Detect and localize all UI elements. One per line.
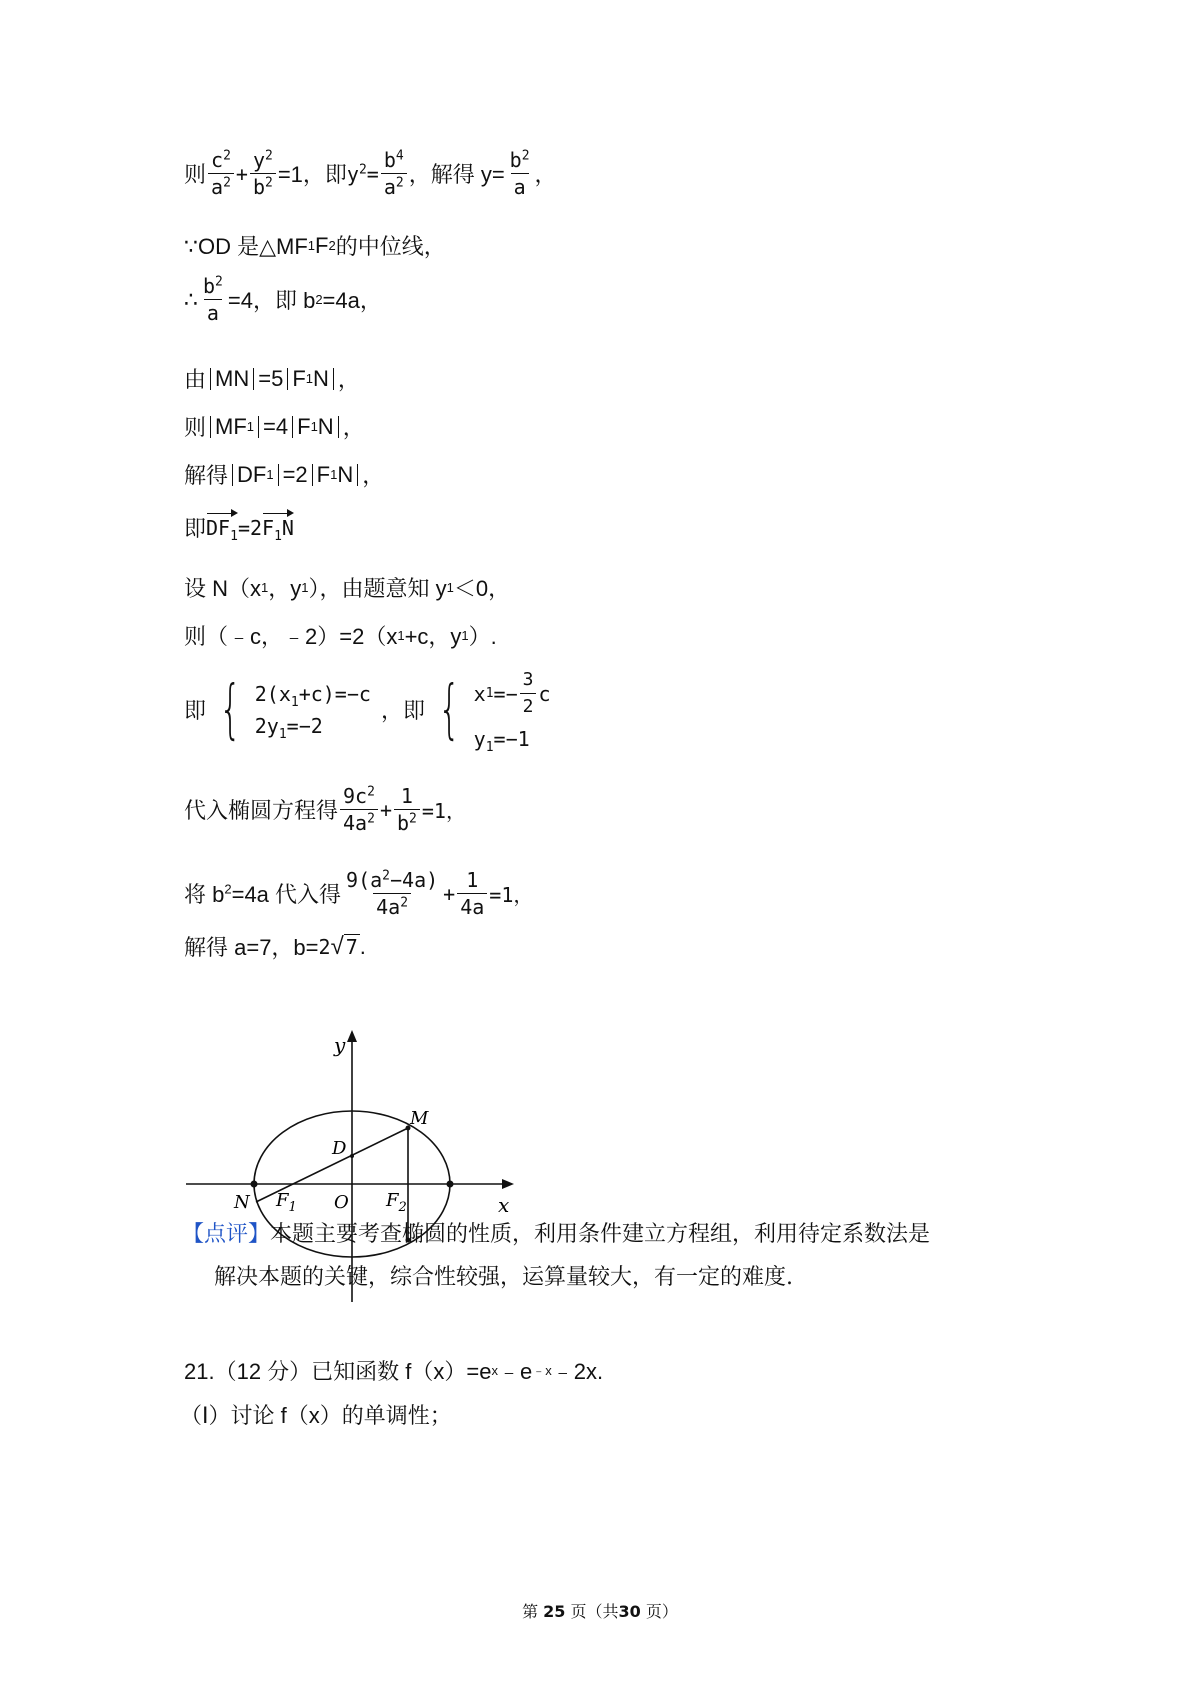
left-brace-icon: { — [219, 672, 242, 747]
point-m-label: M — [410, 1108, 429, 1129]
equation-line-9: 则（﹣c，﹣2）=2（x 1 +c，y 1 ）. — [184, 624, 497, 649]
review-comment: 【点评】本题主要考查椭圆的性质，利用条件建立方程组，利用待定系数法是 解决本题的关键，综合性较强，运算量较大，有一定的难度. — [182, 1222, 931, 1290]
origin-label: O — [334, 1192, 349, 1213]
equation-line-6: 解得 DF 1 =2 F 1 N ， — [184, 461, 385, 488]
point-f1-label: $F_1$ — [276, 1190, 297, 1215]
equation-line-10: 即 { $2(x_1+c)=-c$ $2y_1=-2$ ，即 { x 1 =− $\frac{3}{2}$ c $y_1=-1$ — [184, 669, 551, 755]
question-21: 21.（12 分）已知函数 f（x）=e x ﹣e ﹣x ﹣2x. — [184, 1359, 604, 1384]
left-brace-icon: { — [438, 672, 461, 747]
page-footer: 第 25 页（共30 页） — [522, 1602, 678, 1621]
equation-line-12: 将 $b^2=4a$ 代入得 $\frac{9(a^2-4a)}{4a^2}$ + $\frac{1}{4a}$ =1， — [184, 868, 534, 919]
equation-line-3: ∴ $\frac{b^2}{a}$ =4，即 b 2 =4a， — [184, 274, 382, 325]
point-d-label: D — [332, 1138, 347, 1159]
y-axis-label: y — [334, 1033, 346, 1057]
equation-line-13: 解得 a=7，b= 2 √ 7 . — [184, 932, 366, 960]
question-21-part-1: （Ⅰ）讨论 f（x）的单调性； — [180, 1403, 452, 1428]
equation-line-5: 则 MF 1 =4 F 1 N ， — [184, 413, 365, 440]
equation-line-8: 设 N（x 1 ，y 1 ），由题意知 y 1 ＜0， — [184, 576, 511, 601]
comment-tag: 【点评】 — [182, 1222, 271, 1247]
vector-df1: $DF_1$ — [206, 515, 238, 544]
sqrt-icon: √ — [330, 932, 344, 960]
equation-line-2: ∵OD 是△MF 1 F 2 的中位线， — [184, 232, 446, 259]
x-axis-label: x — [498, 1193, 510, 1217]
equation-line-1: 则 $\frac{c^2}{a^2}$ + $\frac{y^2}{b^2}$ =1，即 $y^2=$ $\frac{b^4}{a^2}$ ，解得 y= $\frac{b^2}{a}$ ， — [184, 148, 557, 199]
equation-line-7: 即 $DF_1$ =2 $F_1N$ — [184, 515, 294, 544]
equation-line-4: 由 MN =5 F 1 N ， — [184, 365, 360, 392]
vector-f1n: $F_1N$ — [262, 515, 294, 544]
point-n-label: N — [234, 1192, 250, 1213]
point-f2-label: $F_2$ — [386, 1190, 407, 1215]
equation-line-11: 代入椭圆方程得 $\frac{9c^2}{4a^2}$ + $\frac{1}{b^2}$ =1， — [184, 784, 466, 835]
